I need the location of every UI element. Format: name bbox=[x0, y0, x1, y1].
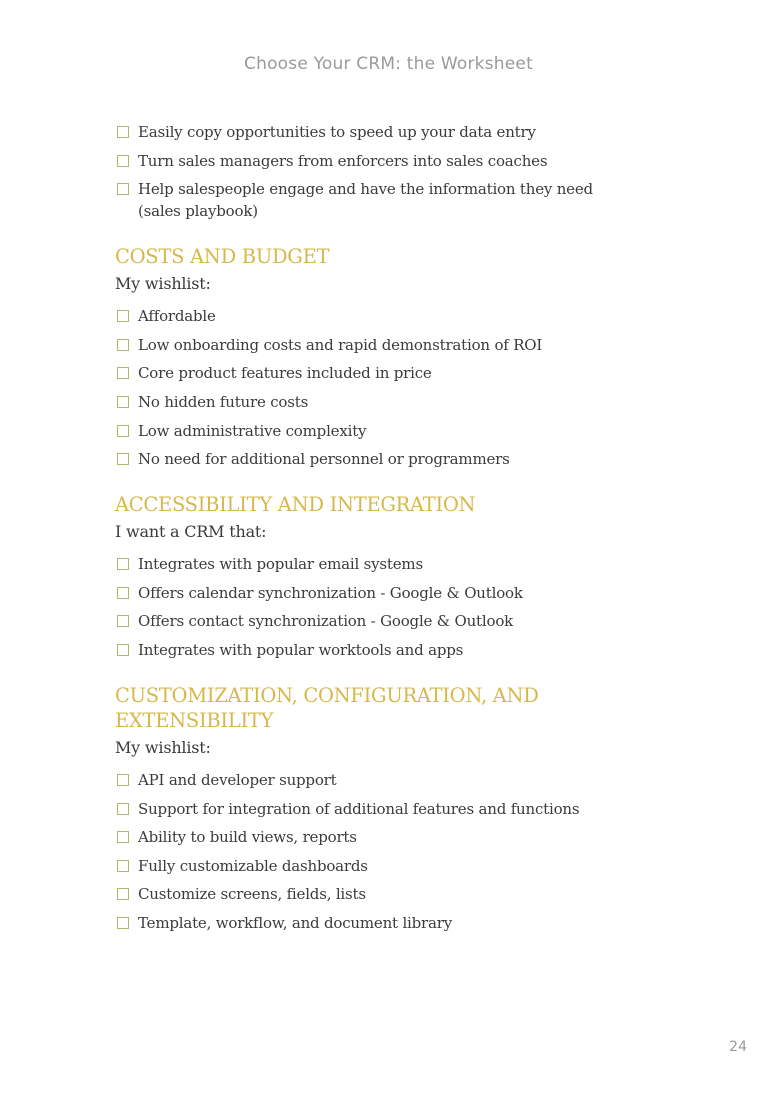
checkbox[interactable] bbox=[117, 310, 129, 322]
checklist-item bbox=[115, 121, 675, 143]
checklist-item bbox=[115, 448, 675, 470]
customization-checklist bbox=[115, 769, 675, 934]
checklist-item-label: No need for additional personnel or programmers bbox=[138, 450, 510, 469]
checkbox[interactable] bbox=[117, 453, 129, 465]
checklist-item-label: Turn sales managers from enforcers into sales coaches bbox=[138, 151, 548, 170]
section-title: CUSTOMIZATION, CONFIGURATION, AND EXTENSIBILITY bbox=[115, 683, 539, 732]
checklist-item-label: Low onboarding costs and rapid demonstration of ROI bbox=[138, 335, 543, 354]
checklist-item-label: Ability to build views, reports bbox=[138, 828, 357, 847]
section-intro: I want a CRM that: bbox=[115, 522, 267, 542]
checkbox[interactable] bbox=[117, 774, 129, 786]
checklist-item bbox=[115, 639, 675, 661]
checklist-item bbox=[115, 362, 675, 384]
checklist-item-label: Offers contact synchronization - Google & Outlook bbox=[138, 612, 514, 631]
checklist-item bbox=[115, 334, 675, 356]
checkbox[interactable] bbox=[117, 425, 129, 437]
checklist-item bbox=[115, 855, 675, 877]
section-customization bbox=[115, 683, 675, 934]
checklist-item bbox=[115, 553, 675, 575]
checklist-item-label: Integrates with popular email systems bbox=[138, 555, 423, 574]
checklist-item bbox=[115, 610, 675, 632]
checkbox[interactable] bbox=[117, 587, 129, 599]
checklist-item-label: Integrates with popular worktools and apps bbox=[138, 640, 464, 659]
section-intro: My wishlist: bbox=[115, 274, 211, 294]
checklist-item bbox=[115, 883, 675, 905]
checklist-item-label: Fully customizable dashboards bbox=[138, 856, 368, 875]
checkbox[interactable] bbox=[117, 803, 129, 815]
checklist-item-label: Help salespeople engage and have the information they need (sales playbook) bbox=[138, 180, 593, 221]
section-accessibility-and-integration bbox=[115, 492, 675, 661]
checklist-item bbox=[115, 420, 675, 442]
checklist-item-label: Low administrative complexity bbox=[138, 421, 367, 440]
checkbox[interactable] bbox=[117, 126, 129, 138]
checklist-item-label: Support for integration of additional features and functions bbox=[138, 799, 580, 818]
checklist-item-label: Offers calendar synchronization - Google & Outlook bbox=[138, 583, 523, 602]
checkbox[interactable] bbox=[117, 155, 129, 167]
costs-checklist bbox=[115, 305, 675, 470]
checklist-item-label: Easily copy opportunities to speed up your data entry bbox=[138, 123, 536, 141]
checklist-item bbox=[115, 150, 675, 172]
checkbox[interactable] bbox=[117, 644, 129, 656]
checklist-item-label: Template, workflow, and document library bbox=[138, 913, 453, 932]
checkbox[interactable] bbox=[117, 339, 129, 351]
checklist-item-label: API and developer support bbox=[138, 770, 337, 789]
intro-checklist bbox=[115, 121, 675, 222]
checkbox[interactable] bbox=[117, 367, 129, 379]
checkbox[interactable] bbox=[117, 615, 129, 627]
checklist-item bbox=[115, 391, 675, 413]
checklist-item-label: Core product features included in price bbox=[138, 364, 432, 383]
page-number: 24 bbox=[729, 1039, 747, 1055]
checkbox[interactable] bbox=[117, 831, 129, 843]
worksheet-content bbox=[115, 121, 675, 941]
checklist-item-label: Customize screens, fields, lists bbox=[138, 885, 366, 904]
checkbox[interactable] bbox=[117, 396, 129, 408]
checklist-item bbox=[115, 582, 675, 604]
checkbox[interactable] bbox=[117, 917, 129, 929]
checklist-item bbox=[115, 305, 675, 327]
page-header-title: Choose Your CRM: the Worksheet bbox=[244, 54, 533, 74]
checklist-item bbox=[115, 826, 675, 848]
section-intro: My wishlist: bbox=[115, 737, 211, 757]
checklist-item-label: Affordable bbox=[138, 307, 216, 326]
checklist-item-label: No hidden future costs bbox=[138, 392, 309, 411]
accessibility-checklist bbox=[115, 553, 675, 661]
section-title: COSTS AND BUDGET bbox=[115, 245, 330, 269]
checkbox[interactable] bbox=[117, 558, 129, 570]
checklist-item bbox=[115, 769, 675, 791]
checkbox[interactable] bbox=[117, 888, 129, 900]
checklist-item bbox=[115, 912, 675, 934]
section-title: ACCESSIBILITY AND INTEGRATION bbox=[115, 493, 476, 517]
section-costs-and-budget bbox=[115, 244, 675, 470]
checklist-item bbox=[115, 178, 595, 222]
checkbox[interactable] bbox=[117, 183, 129, 195]
checklist-item bbox=[115, 798, 675, 820]
checkbox[interactable] bbox=[117, 860, 129, 872]
